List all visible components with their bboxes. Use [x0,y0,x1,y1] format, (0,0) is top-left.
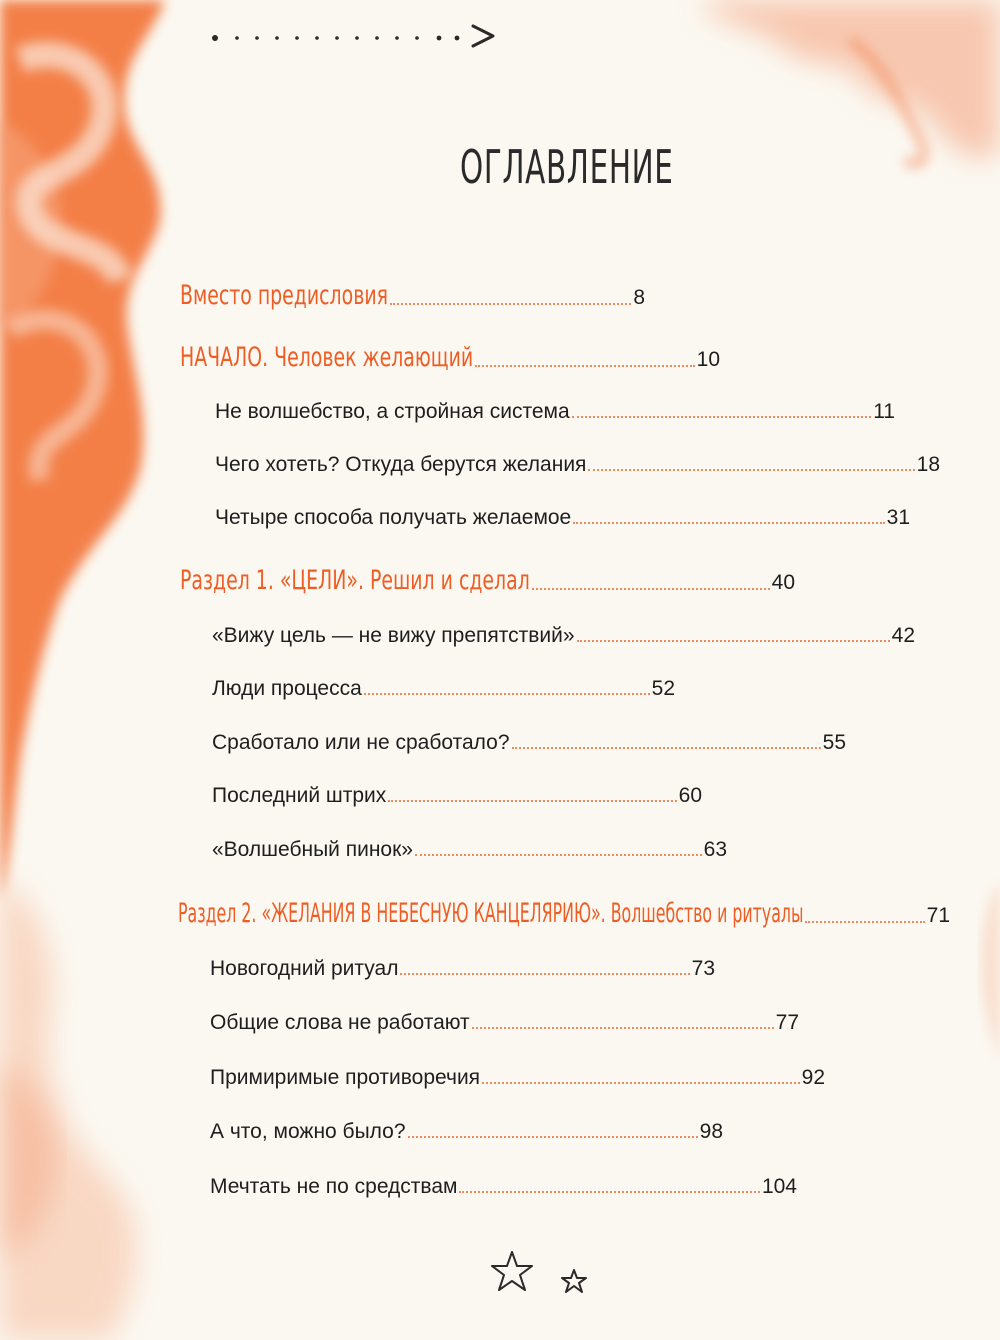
toc-entry-label: Примиримые противоречия [210,1066,481,1089]
toc-entry-label: «Вижу цель — не вижу препятствий» [212,624,575,647]
toc-entry-label: Общие слова не работают [210,1011,470,1034]
toc-dot-leader [388,800,676,802]
toc-dot-leader [805,921,925,923]
star-icon [490,1248,600,1298]
toc-subsection-entry[interactable] [212,624,915,648]
toc-entry-label: Раздел 1. «ЦЕЛИ». Решил и сделал [180,565,530,596]
toc-dot-leader [482,1082,800,1084]
toc-page-number: 92 [801,1066,825,1089]
toc-dot-leader [364,693,650,695]
toc-dot-leader [512,747,821,749]
toc-subsection-entry[interactable] [215,453,940,477]
toc-entry-label: Не волшебство, а стройная система [215,400,570,423]
toc-dot-leader [472,1027,774,1029]
toc-entry-label: Мечтать не по средствам [210,1175,458,1198]
toc-entry-label: Люди процесса [212,677,362,700]
toc-page-number: 52 [651,677,675,700]
toc-page-number: 11 [873,400,895,423]
toc-section-entry[interactable] [180,342,720,373]
toc-dot-leader [408,1136,698,1138]
toc-subsection-entry[interactable] [212,677,675,701]
toc-section-entry[interactable] [180,280,645,311]
toc-page-number: 10 [696,348,720,371]
toc-dot-leader [475,365,695,367]
toc-entry-label: «Волшебный пинок» [212,838,413,861]
toc-subsection-entry[interactable] [210,1175,797,1199]
toc-subsection-entry[interactable] [215,400,895,424]
toc-dot-leader [572,416,872,418]
toc-entry-label: Раздел 2. «ЖЕЛАНИЯ В НЕБЕСНУЮ КАНЦЕЛЯРИЮ». Волшебство и ритуалы [178,898,804,929]
toc-dot-leader [577,640,890,642]
toc-dot-leader [415,854,702,856]
toc-entry-label: Четыре способа получать желаемое [215,506,572,529]
toc-page-number: 55 [822,731,846,754]
toc-dot-leader [588,469,914,471]
toc-subsection-entry[interactable] [210,957,715,981]
toc-entry-label: А что, можно было? [210,1120,406,1143]
toc-dot-leader [400,973,689,975]
toc-page-number: 60 [678,784,702,807]
toc-subsection-entry[interactable] [210,1011,799,1035]
toc-subsection-entry[interactable] [212,731,846,755]
toc-dot-leader [573,522,884,524]
toc-page-number: 73 [691,957,715,980]
toc-dot-leader [532,588,770,590]
toc-page-number: 98 [699,1120,723,1143]
toc-subsection-entry[interactable] [210,1120,723,1144]
toc-section-entry[interactable] [180,565,795,596]
toc-subsection-entry[interactable] [212,784,702,808]
toc-page-number: 77 [775,1011,799,1034]
toc-dot-leader [459,1191,760,1193]
dotted-arrow-icon [205,18,505,52]
toc-subsection-entry[interactable] [210,1066,825,1090]
toc-page-number: 104 [761,1175,797,1198]
toc-page-number: 18 [916,453,940,476]
toc-subsection-entry[interactable] [212,838,727,862]
toc-page-number: 31 [886,506,910,529]
toc-entry-label: Последний штрих [212,784,387,807]
toc-entry-label: Новогодний ритуал [210,957,399,980]
toc-page-number: 8 [633,286,645,309]
toc-entry-label: Сработало или не сработало? [212,731,510,754]
toc-entry-label: НАЧАЛО. Человек желающий [180,342,474,373]
toc-subsection-entry[interactable] [215,506,910,530]
page-title: ОГЛАВЛЕНИЕ [460,140,674,194]
toc-entry-label: Вместо предисловия [180,280,388,311]
toc-page-number: 42 [891,624,915,647]
toc-page-number: 40 [771,571,795,594]
toc-entry-label: Чего хотеть? Откуда берутся желания [215,453,587,476]
toc-dot-leader [390,303,631,305]
toc-page-number: 63 [703,838,727,861]
toc-section-entry[interactable] [178,898,950,929]
toc-page-number: 71 [926,904,950,927]
